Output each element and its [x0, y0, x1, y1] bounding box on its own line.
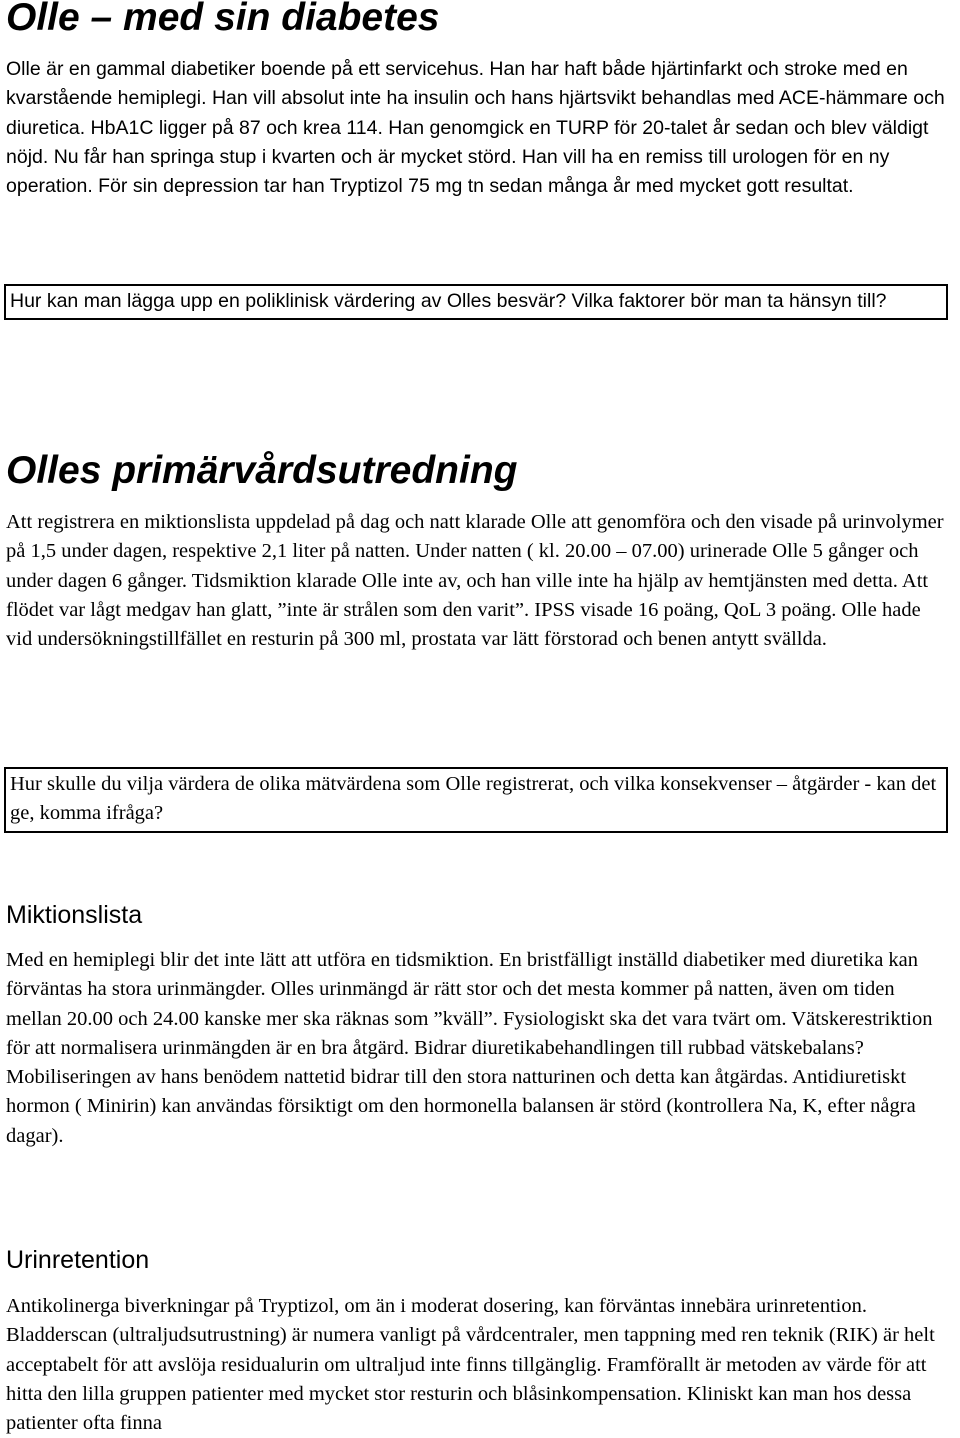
- urinretention-paragraph: Antikolinerga biverkningar på Tryptizol, om än i moderat dosering, kan förväntas innebära urinretention. Bladderscan (ultraljudsutrustning) är numera vanligt på vårdcentraler, men tappning med ren teknik (RIK) är helt acceptabelt för att avslöja residualurin om ultraljud inte finns tillgänglig. Framförallt är metoden av värde för att hitta den lilla gruppen patienter med mycket stor resturin och blåsinkompensation. Kliniskt kan man hos dessa patienter ofta finna: [6, 1295, 935, 1435]
- question-text-2: Hur skulle du vilja värdera de olika mätvärdena som Olle registrerat, och vilka konsekvenser – åtgärder - kan det ge, komma ifråga?: [10, 773, 937, 825]
- section-title-miktionslista: Miktionslista: [6, 901, 143, 929]
- question-box-1: [4, 284, 948, 320]
- section-title-olle: Olle – med sin diabetes: [6, 0, 440, 39]
- miktionslista-paragraph: Med en hemiplegi blir det inte lätt att utföra en tidsmiktion. En bristfälligt inställd diabetiker med diuretika kan förväntas ha stora urinmängder. Olles urinmängd är rätt stor och det mesta kommer på natten, även om tiden mellan 20.00 och 24.00 kanske mer ska räknas som ”kväll”. Fysiologiskt ska det vara tvärt om. Vätskerestriktion för att normalisera urinmängden är en bra åtgärd. Bidrar diuretikabehandlingen till rubbad vätskebalans? Mobiliseringen av hans benödem nattetid bidrar till den stora natturinen och detta kan åtgärdas. Antidiuretiskt hormon ( Minirin) kan användas försiktigt om den hormonella balansen är störd (kontrollera Na, K, efter några dagar).: [6, 949, 933, 1147]
- intro-paragraph: Olle är en gammal diabetiker boende på ett servicehus. Han har haft både hjärtinfarkt och stroke med en kvarstående hemiplegi. Han vill absolut inte ha insulin och hans hjärtsvikt behandlas med ACE-hämmare och diuretica. HbA1C ligger på 87 och krea 114. Han genomgick en TURP för 20-talet år sedan och blev väldigt nöjd. Nu får han springa stup i kvarten och är mycket störd. Han vill ha en remiss till urologen för en ny operation. För sin depression tar han Tryptizol 75 mg tn sedan många år med mycket gott resultat.: [6, 58, 945, 198]
- question-box-2: [4, 767, 948, 833]
- question-text-1: Hur kan man lägga upp en poliklinisk värdering av Olles besvär? Vilka faktorer bör man ta hänsyn till?: [10, 290, 887, 312]
- primarvard-paragraph: Att registrera en miktionslista uppdelad på dag och natt klarade Olle att genomföra och den visade på urinvolymer på 1,5 under dagen, respektive 2,1 liter på natten. Under natten ( kl. 20.00 – 07.00) urinerade Olle 5 gånger och under dagen 6 gånger. Tidsmiktion klarade Olle inte av, och han ville inte ha hjälp av hemtjänsten med detta. Att flödet var lågt medgav han glatt, ”inte är strålen som den varit”. IPSS visade 16 poäng, QoL 3 poäng. Olle hade vid undersökningstillfället en resturin på 300 ml, prostata var lätt förstorad och benen antytt svällda.: [6, 511, 944, 651]
- section-title-urinretention: Urinretention: [6, 1246, 150, 1274]
- section-title-primarvard: Olles primärvårdsutredning: [6, 449, 518, 492]
